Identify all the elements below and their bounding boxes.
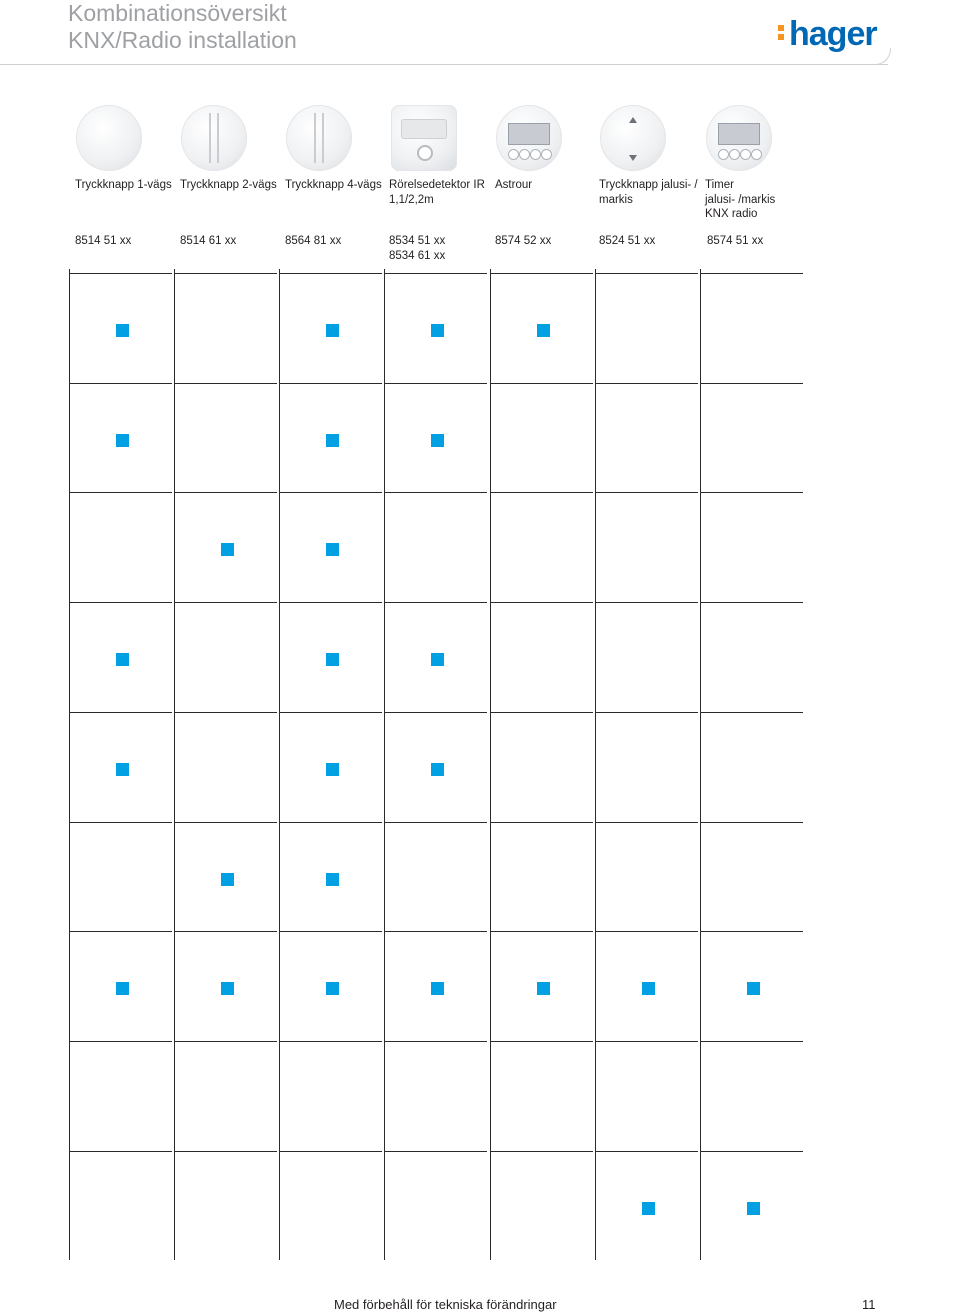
product-name-5: Astrour <box>495 179 533 191</box>
column-divider-7 <box>700 269 701 1260</box>
compatibility-marker <box>431 434 444 447</box>
row-divider-1-5 <box>490 273 593 274</box>
product-4 <box>383 105 483 171</box>
compatibility-marker <box>116 653 129 666</box>
row-divider-5-2 <box>174 712 277 713</box>
row-divider-7-4 <box>384 931 487 932</box>
row-divider-2-5 <box>490 383 593 384</box>
compatibility-marker <box>326 763 339 776</box>
row-divider-1-6 <box>595 273 698 274</box>
compatibility-marker <box>221 982 234 995</box>
row-divider-5-1 <box>69 712 172 713</box>
row-divider-7-1 <box>69 931 172 932</box>
quad-rocker-switch-image <box>286 105 352 171</box>
compatibility-marker <box>431 653 444 666</box>
hager-logo <box>778 14 877 54</box>
product-code-4: 8534 51 xx 8534 61 xx <box>389 235 446 262</box>
column-divider-4 <box>384 269 385 1260</box>
blind-timer-image <box>706 105 772 171</box>
row-divider-7-6 <box>595 931 698 932</box>
title-line-1: Kombinationsöversikt <box>68 0 287 26</box>
compatibility-marker <box>431 763 444 776</box>
product-code-3: 8564 81 xx <box>285 235 342 247</box>
astro-timer-image <box>496 105 562 171</box>
compatibility-marker <box>326 543 339 556</box>
compatibility-marker <box>642 982 655 995</box>
logo-colon-mark <box>778 22 786 43</box>
row-divider-4-7 <box>700 602 803 603</box>
motion-detector-image <box>391 105 457 171</box>
blind-pushbutton-image <box>600 105 666 171</box>
row-divider-6-1 <box>69 822 172 823</box>
row-divider-6-6 <box>595 822 698 823</box>
row-divider-4-1 <box>69 602 172 603</box>
product-name-4: Rörelsedetektor IR 1,1/2,2m <box>389 179 485 206</box>
row-divider-7-7 <box>700 931 803 932</box>
compatibility-marker <box>747 982 760 995</box>
product-6 <box>592 105 692 171</box>
row-divider-5-3 <box>279 712 382 713</box>
row-divider-5-5 <box>490 712 593 713</box>
row-divider-9-6 <box>595 1151 698 1152</box>
product-code-7: 8574 51 xx <box>707 235 764 247</box>
column-divider-2 <box>174 269 175 1260</box>
row-divider-4-3 <box>279 602 382 603</box>
compatibility-marker <box>431 324 444 337</box>
row-divider-6-7 <box>700 822 803 823</box>
row-divider-1-1 <box>69 273 172 274</box>
row-divider-4-2 <box>174 602 277 603</box>
product-name-1: Tryckknapp 1-vägs <box>75 179 172 191</box>
row-divider-6-5 <box>490 822 593 823</box>
row-divider-5-7 <box>700 712 803 713</box>
row-divider-2-6 <box>595 383 698 384</box>
compatibility-marker <box>326 873 339 886</box>
row-divider-5-4 <box>384 712 487 713</box>
header-divider-curve <box>874 48 891 65</box>
row-divider-1-2 <box>174 273 277 274</box>
row-divider-6-3 <box>279 822 382 823</box>
page-number: 11 <box>862 1297 876 1312</box>
row-divider-1-3 <box>279 273 382 274</box>
row-divider-3-3 <box>279 492 382 493</box>
row-divider-4-4 <box>384 602 487 603</box>
product-code-1: 8514 51 xx <box>75 235 132 247</box>
product-name-7: Timer jalusi- /markis KNX radio <box>705 179 776 220</box>
row-divider-3-7 <box>700 492 803 493</box>
row-divider-2-4 <box>384 383 487 384</box>
row-divider-8-1 <box>69 1041 172 1042</box>
compatibility-marker <box>116 982 129 995</box>
product-3 <box>278 105 378 171</box>
row-divider-8-5 <box>490 1041 593 1042</box>
row-divider-9-5 <box>490 1151 593 1152</box>
row-divider-7-3 <box>279 931 382 932</box>
footer-note: Med förbehåll för tekniska förändringar <box>334 1297 557 1312</box>
compatibility-marker <box>747 1202 760 1215</box>
compatibility-marker <box>431 982 444 995</box>
row-divider-4-5 <box>490 602 593 603</box>
row-divider-9-4 <box>384 1151 487 1152</box>
double-rocker-switch-image <box>181 105 247 171</box>
compatibility-marker <box>221 543 234 556</box>
row-divider-5-6 <box>595 712 698 713</box>
row-divider-1-4 <box>384 273 487 274</box>
product-5 <box>488 105 588 171</box>
product-code-2: 8514 61 xx <box>180 235 237 247</box>
compatibility-marker <box>326 653 339 666</box>
compatibility-marker <box>116 763 129 776</box>
row-divider-8-4 <box>384 1041 487 1042</box>
row-divider-2-3 <box>279 383 382 384</box>
product-1 <box>68 105 168 171</box>
column-divider-5 <box>490 269 491 1260</box>
row-divider-8-6 <box>595 1041 698 1042</box>
row-divider-3-5 <box>490 492 593 493</box>
row-divider-8-3 <box>279 1041 382 1042</box>
row-divider-1-7 <box>700 273 803 274</box>
row-divider-9-7 <box>700 1151 803 1152</box>
product-name-2: Tryckknapp 2-vägs <box>180 179 277 191</box>
column-divider-3 <box>279 269 280 1260</box>
row-divider-6-2 <box>174 822 277 823</box>
product-code-6: 8524 51 xx <box>599 235 656 247</box>
row-divider-6-4 <box>384 822 487 823</box>
title-line-2: KNX/Radio installation <box>68 27 297 53</box>
product-code-5: 8574 52 xx <box>495 235 552 247</box>
page-title <box>68 0 297 54</box>
product-name-6: Tryckknapp jalusi- / markis <box>599 179 698 206</box>
row-divider-8-7 <box>700 1041 803 1042</box>
product-name-3: Tryckknapp 4-vägs <box>285 179 382 191</box>
row-divider-8-2 <box>174 1041 277 1042</box>
row-divider-9-2 <box>174 1151 277 1152</box>
row-divider-3-4 <box>384 492 487 493</box>
row-divider-3-2 <box>174 492 277 493</box>
row-divider-3-1 <box>69 492 172 493</box>
compatibility-marker <box>642 1202 655 1215</box>
row-divider-2-1 <box>69 383 172 384</box>
row-divider-2-7 <box>700 383 803 384</box>
compatibility-marker <box>116 324 129 337</box>
compatibility-marker <box>326 982 339 995</box>
row-divider-7-5 <box>490 931 593 932</box>
product-2 <box>173 105 273 171</box>
single-rocker-switch-image <box>76 105 142 171</box>
row-divider-7-2 <box>174 931 277 932</box>
row-divider-2-2 <box>174 383 277 384</box>
row-divider-3-6 <box>595 492 698 493</box>
compatibility-marker <box>221 873 234 886</box>
row-divider-9-1 <box>69 1151 172 1152</box>
column-divider-1 <box>69 269 70 1260</box>
compatibility-marker <box>116 434 129 447</box>
logo-text: hager <box>789 15 877 53</box>
compatibility-marker <box>326 324 339 337</box>
compatibility-marker <box>537 982 550 995</box>
row-divider-4-6 <box>595 602 698 603</box>
compatibility-marker <box>326 434 339 447</box>
product-7 <box>698 105 798 171</box>
header-divider <box>0 64 888 65</box>
compatibility-marker <box>537 324 550 337</box>
row-divider-9-3 <box>279 1151 382 1152</box>
column-divider-6 <box>595 269 596 1260</box>
